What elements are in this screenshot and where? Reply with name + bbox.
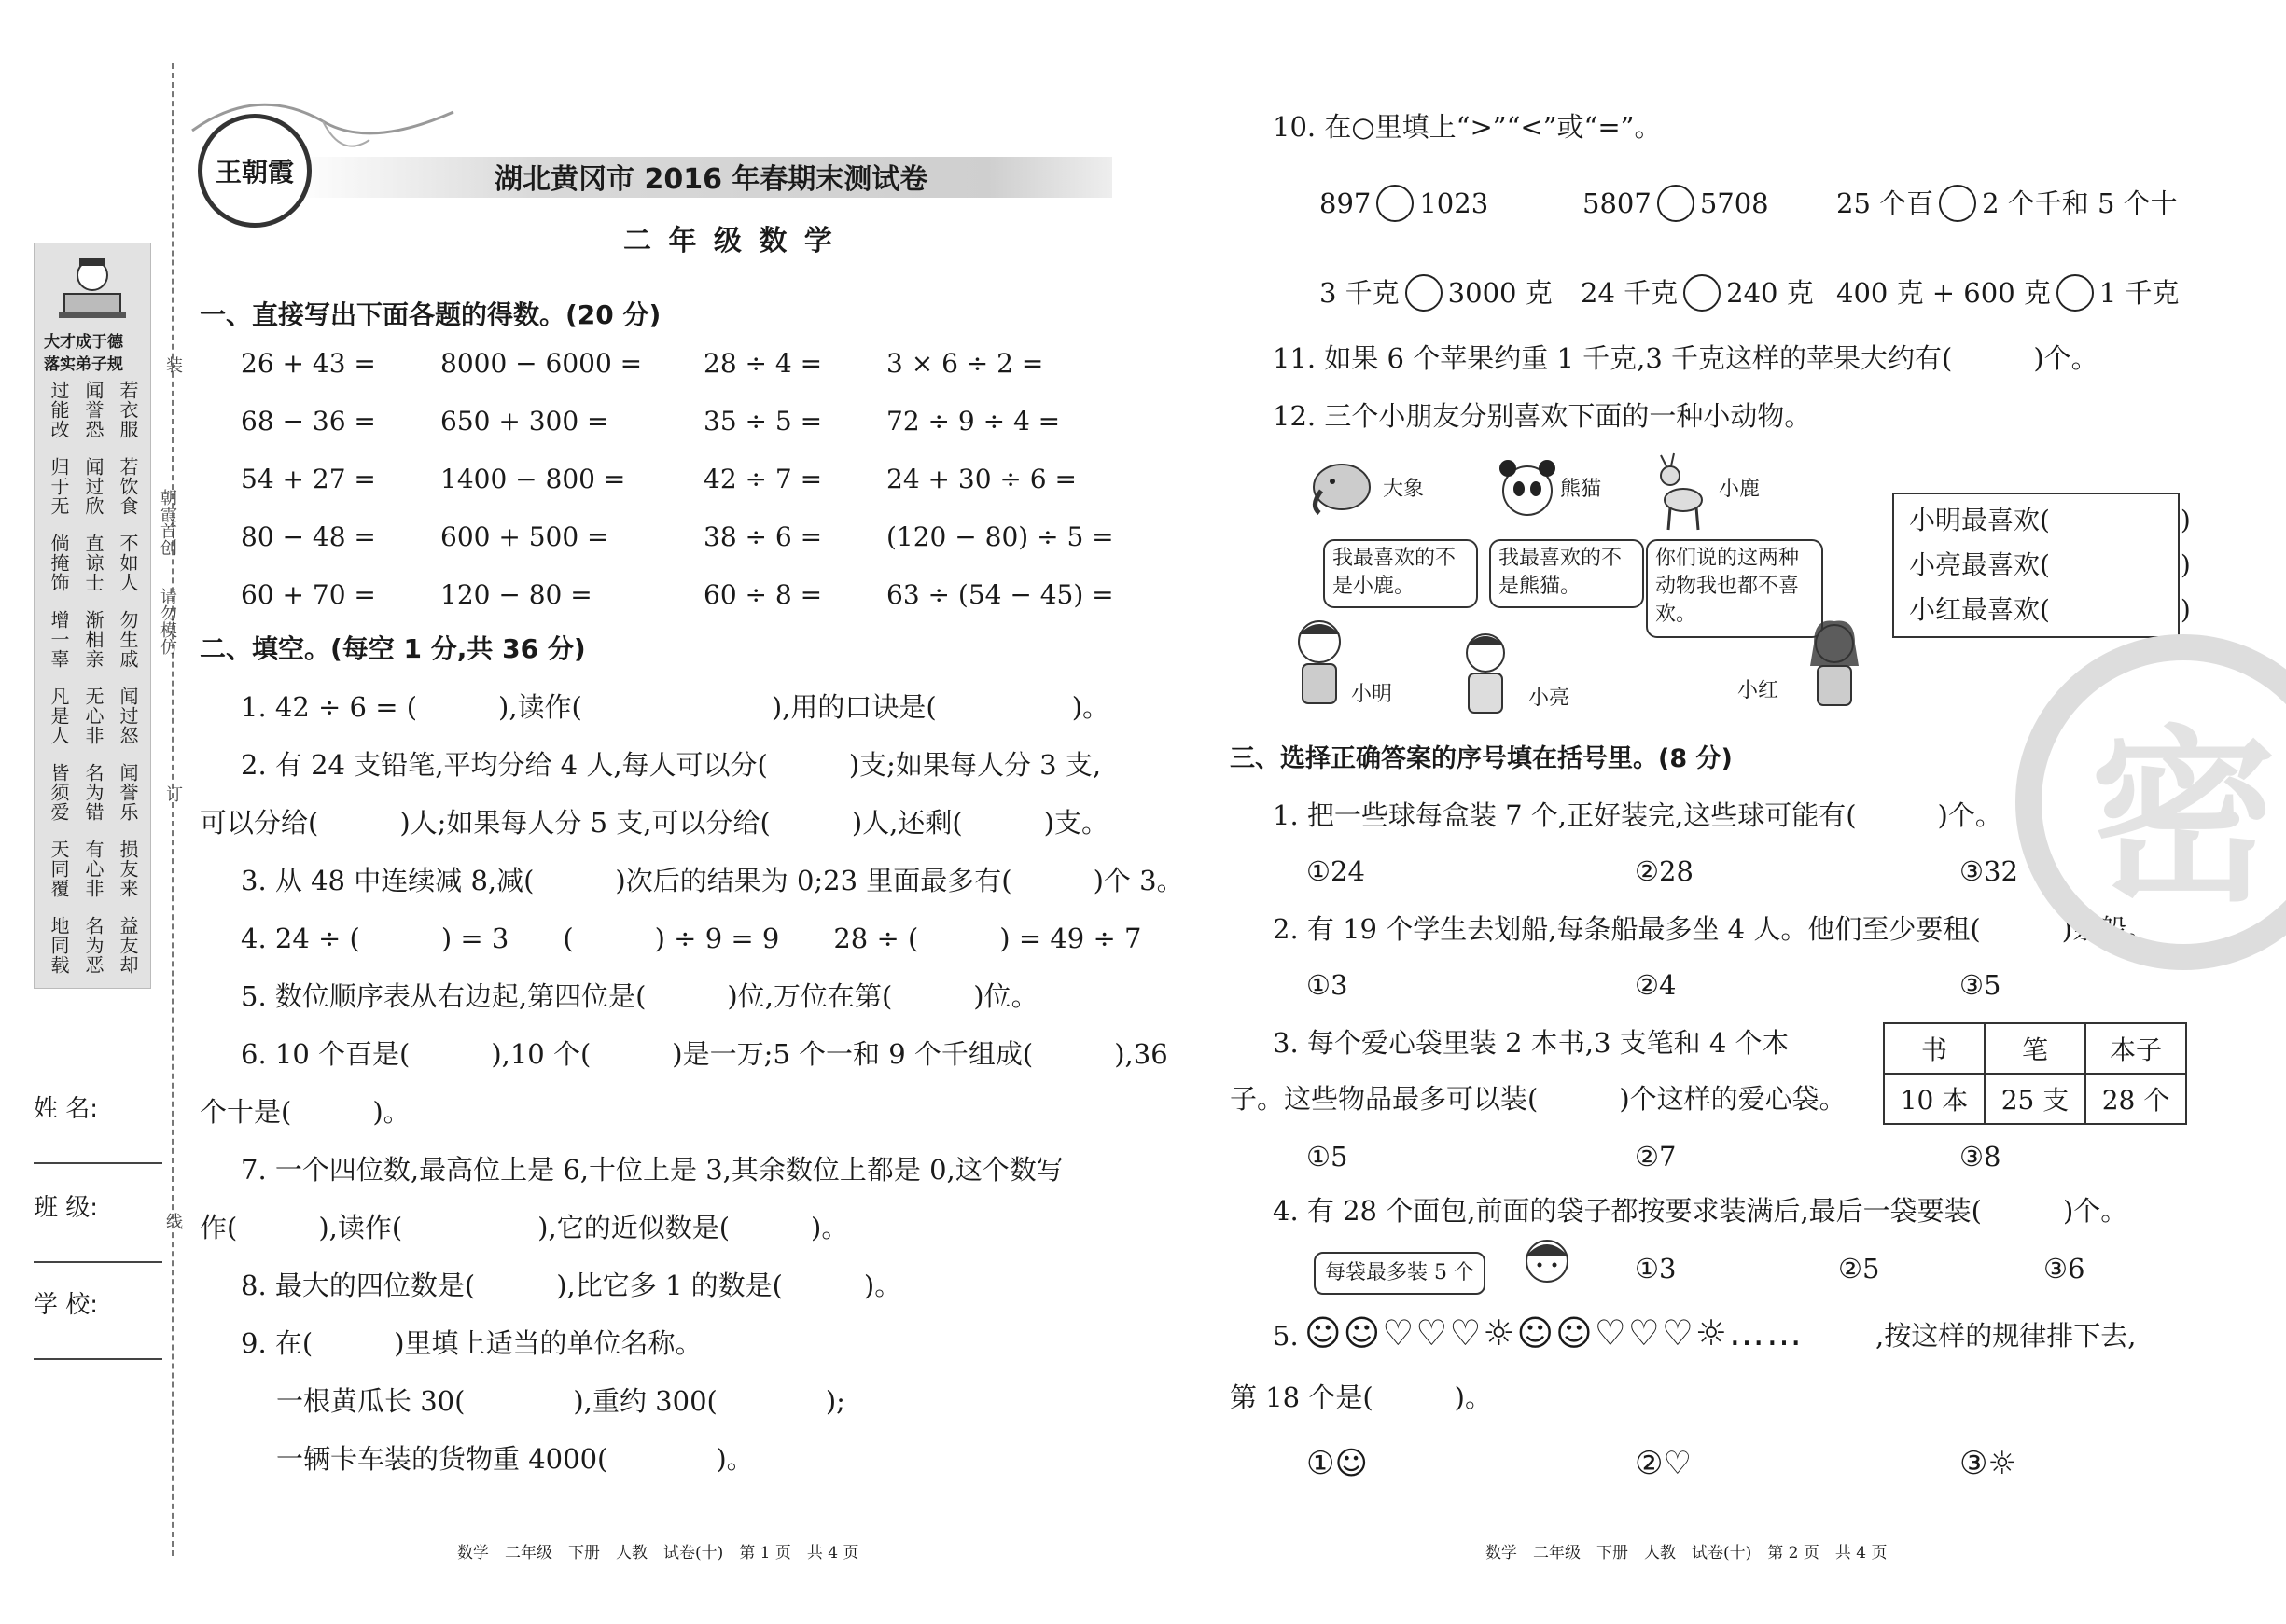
motto-2: 落实弟子规 — [44, 355, 123, 374]
arithmetic-item[interactable]: 3 × 6 ÷ 2 = — [886, 348, 1044, 379]
goods-value-notebook: 28 个 — [2085, 1074, 2186, 1124]
arithmetic-item[interactable]: 80 − 48 = — [241, 521, 376, 552]
s3-q5-pattern: ☺☺♡♡♡☼☺☺♡♡♡☼…… — [1304, 1312, 1804, 1353]
compare-right: 1 千克 — [2098, 277, 2180, 309]
poem-column: 若饮食 — [117, 456, 139, 516]
arithmetic-item[interactable]: 38 ÷ 6 = — [704, 521, 823, 552]
compare-right: 3000 克 — [1447, 277, 1553, 309]
compare-left: 24 千克 — [1581, 277, 1679, 309]
compare-right: 2 个千和 5 个十 — [1982, 187, 2178, 219]
cut-label-2: 朝霞首创 — [158, 489, 177, 556]
compare-circle-input[interactable] — [1939, 185, 1976, 222]
answer-xiaohong[interactable]: 小红最喜欢( ) — [1909, 594, 2191, 625]
goods-table-header — [1884, 1023, 2186, 1074]
goods-value-book: 10 本 — [1884, 1074, 1985, 1124]
s3-q4-opt-1[interactable]: ①3 — [1635, 1253, 1677, 1284]
s3-q3-line-1: 3. 每个爱心袋里装 2 本书,3 支笔和 4 个本 — [1273, 1027, 1790, 1059]
poem-column: 闻过怒 — [117, 686, 139, 745]
poem-group — [48, 452, 139, 520]
compare-item — [1581, 276, 1814, 313]
s3-q2-opt-3[interactable]: ③5 — [1959, 969, 2001, 1001]
answer-xiaoming[interactable]: 小明最喜欢( ) — [1909, 505, 2191, 535]
s3-q2: 2. 有 19 个学生去划船,每条船最多坐 4 人。他们至少要租( )条船。 — [1273, 913, 2154, 945]
fill-in-line: 一辆卡车装的货物重 4000( )。 — [276, 1443, 754, 1475]
q4-speech-bubble: 每袋最多装 5 个 — [1314, 1252, 1485, 1295]
poem-column: 过能改 — [48, 380, 70, 439]
s3-q3-opt-1[interactable]: ①5 — [1306, 1141, 1348, 1173]
panda-icon — [1497, 457, 1558, 519]
arithmetic-item[interactable]: 72 ÷ 9 ÷ 4 = — [886, 406, 1061, 437]
cut-label-4: 订 — [163, 785, 183, 802]
compare-left: 897 — [1319, 187, 1372, 219]
s3-q1: 1. 把一些球每盒装 7 个,正好装完,这些球可能有( )个。 — [1273, 799, 2002, 831]
arithmetic-item[interactable]: 54 + 27 = — [241, 464, 376, 494]
fill-in-line: 4. 24 ÷ ( ) = 3 ( ) ÷ 9 = 9 28 ÷ ( ) = 49 ÷ 7 — [241, 923, 1142, 954]
brand-logo — [198, 114, 312, 228]
s3-q1-opt-3[interactable]: ③32 — [1959, 855, 2018, 887]
brand-logo-text: 王朝霞 — [215, 157, 294, 187]
compare-item — [1319, 187, 1488, 224]
q12-label: 12. 三个小朋友分别喜欢下面的一种小动物。 — [1273, 400, 1812, 432]
poem-group — [48, 376, 139, 443]
fill-in-line: 9. 在( )里填上适当的单位名称。 — [241, 1327, 703, 1359]
compare-item — [1836, 276, 2180, 313]
section-2-heading: 二、填空。(每空 1 分,共 36 分) — [200, 633, 586, 664]
arithmetic-item[interactable]: 24 + 30 ÷ 6 = — [886, 464, 1077, 494]
fill-in-line: 7. 一个四位数,最高位上是 6,十位上是 3,其余数位上都是 0,这个数写 — [241, 1154, 1064, 1186]
s3-q3-line-2: 子。这些物品最多可以装( )个这样的爱心袋。 — [1230, 1083, 1847, 1115]
animal-panda-label: 熊猫 — [1560, 478, 1602, 501]
compare-left: 3 千克 — [1319, 277, 1400, 309]
poem-column: 名为错 — [82, 762, 105, 822]
poem-column: 有心非 — [82, 839, 105, 898]
arithmetic-item[interactable]: 68 − 36 = — [241, 406, 376, 437]
compare-right: 5708 — [1699, 187, 1769, 219]
fill-in-line: 可以分给( )人;如果每人分 5 支,可以分给( )人,还剩( )支。 — [200, 807, 1108, 839]
poem-column: 损友来 — [117, 839, 139, 898]
fill-in-line: 5. 数位顺序表从右边起,第四位是( )位,万位在第( )位。 — [241, 980, 1038, 1012]
cut-label-5: 线 — [163, 1213, 183, 1229]
arithmetic-item[interactable]: 60 ÷ 8 = — [704, 579, 823, 610]
poem-column: 皆须爱 — [48, 762, 70, 822]
boy-xiaoliang-icon — [1456, 627, 1521, 716]
s3-q2-opt-2[interactable]: ②4 — [1635, 969, 1677, 1001]
fill-in-line: 3. 从 48 中连续减 8,减( )次后的结果为 0;23 里面最多有( )个 3。 — [241, 865, 1184, 896]
goods-header-notebook: 本子 — [2085, 1023, 2186, 1074]
s3-q4: 4. 有 28 个面包,前面的袋子都按要求装满后,最后一袋要装( )个。 — [1273, 1195, 2128, 1227]
poem-column: 闻誉乐 — [117, 762, 139, 822]
poem-column: 增一辜 — [48, 609, 70, 669]
animal-deer-label: 小鹿 — [1719, 478, 1761, 501]
poem-column: 天同覆 — [48, 839, 70, 898]
compare-right: 240 克 — [1726, 277, 1814, 309]
arithmetic-item[interactable]: 42 ÷ 7 = — [704, 464, 823, 494]
poem-column: 名为恶 — [82, 915, 105, 975]
poem-group — [48, 529, 139, 596]
cut-line — [172, 63, 174, 1556]
compare-left: 400 克 + 600 克 — [1836, 277, 2051, 309]
boy-xiaoming-icon — [1286, 614, 1351, 707]
fill-in-line: 6. 10 个百是( ),10 个( )是一万;5 个一和 9 个千组成( ),36 — [241, 1038, 1168, 1070]
goods-header-pen: 笔 — [1985, 1023, 2085, 1074]
s3-q5-opt-3[interactable]: ③☼ — [1959, 1445, 2016, 1482]
poem-column: 勿生戚 — [117, 609, 139, 669]
compare-item — [1319, 276, 1553, 313]
fill-in-line: 一根黄瓜长 30( ),重约 300( ); — [276, 1385, 845, 1417]
answer-box — [1892, 493, 2191, 638]
speech-bubble-xiaohong: 你们说的这两种动物我也都不喜欢。 — [1646, 539, 1823, 638]
s3-q2-opt-1[interactable]: ①3 — [1306, 969, 1348, 1001]
scholar-illustration-icon — [55, 251, 130, 327]
poem-column: 闻过欣 — [82, 456, 105, 516]
fill-in-line: 8. 最大的四位数是( ),比它多 1 的数是( )。 — [241, 1270, 902, 1301]
compare-right: 1023 — [1419, 187, 1489, 219]
watermark-text: 密 — [2089, 707, 2277, 927]
poem-column: 闻誉恐 — [82, 380, 105, 439]
arithmetic-item[interactable]: 35 ÷ 5 = — [704, 406, 823, 437]
motto-1: 大才成于德 — [44, 333, 123, 352]
s3-q1-opt-1[interactable]: ①24 — [1306, 855, 1365, 887]
arithmetic-item[interactable]: 650 + 300 = — [440, 406, 609, 437]
arithmetic-item[interactable]: 28 ÷ 4 = — [704, 348, 823, 379]
boy-head-icon — [1519, 1229, 1575, 1298]
name-field[interactable] — [34, 1162, 162, 1164]
poem-column: 渐相亲 — [82, 609, 105, 669]
compare-circle-input[interactable] — [1405, 274, 1443, 312]
section-3-heading: 三、选择正确答案的序号填在括号里。(8 分) — [1230, 744, 1733, 773]
compare-item — [1582, 187, 1769, 224]
page-title: 湖北黄冈市 2016 年春期末测试卷 — [495, 163, 928, 196]
name-label: 姓 名: — [34, 1095, 99, 1123]
q10-label: 10. 在○里填上“>”“<”或“=”。 — [1273, 111, 1662, 143]
s3-q4-opt-2[interactable]: ②5 — [1838, 1253, 1880, 1284]
s3-q5-opt-1[interactable]: ①☺ — [1306, 1445, 1368, 1482]
arithmetic-item[interactable]: 26 + 43 = — [241, 348, 376, 379]
q11-text: 11. 如果 6 个苹果约重 1 千克,3 千克这样的苹果大约有( )个。 — [1273, 342, 2098, 374]
compare-circle-input[interactable] — [2056, 274, 2094, 312]
kid-xiaoliang-label: 小亮 — [1528, 687, 1570, 710]
fill-in-line: 1. 42 ÷ 6 = ( ),读作( ),用的口诀是( )。 — [241, 691, 1110, 723]
poem-column: 若衣服 — [117, 380, 139, 439]
poem-group — [48, 682, 139, 749]
cut-label-1: 装 — [163, 356, 183, 373]
fill-in-line: 2. 有 24 支铅笔,平均分给 4 人,每人可以分( )支;如果每人分 3 支, — [241, 749, 1102, 781]
s3-q3-opt-2[interactable]: ②7 — [1635, 1141, 1677, 1173]
poem-column: 地同载 — [48, 915, 70, 975]
arithmetic-item[interactable]: 63 ÷ (54 − 45) = — [886, 579, 1114, 610]
goods-table-row — [1884, 1074, 2186, 1124]
poem-group — [48, 605, 139, 673]
poem-column: 不如人 — [117, 533, 139, 592]
s3-q1-opt-2[interactable]: ②28 — [1635, 855, 1694, 887]
elephant-icon — [1301, 453, 1375, 519]
poem-column: 直谅士 — [82, 533, 105, 592]
poem-group — [48, 758, 139, 826]
school-label: 学 校: — [34, 1291, 99, 1319]
arithmetic-item[interactable]: 600 + 500 = — [440, 521, 609, 552]
speech-bubble-xiaoliang: 我最喜欢的不是熊猫。 — [1489, 539, 1644, 608]
compare-circle-input[interactable] — [1657, 185, 1694, 222]
footer-right: 数学 二年级 下册 人教 试卷(十) 第 2 页 共 4 页 — [1485, 1544, 1888, 1562]
kid-xiaoming-label: 小明 — [1351, 683, 1393, 706]
arithmetic-item[interactable]: 8000 − 6000 = — [440, 348, 643, 379]
arithmetic-item[interactable]: (120 − 80) ÷ 5 = — [886, 521, 1114, 552]
cut-label-3: 请勿模仿 — [158, 588, 177, 655]
arithmetic-item[interactable]: 120 − 80 = — [440, 579, 592, 610]
compare-left: 5807 — [1582, 187, 1652, 219]
goods-header-book: 书 — [1884, 1023, 1985, 1074]
arithmetic-item[interactable]: 1400 − 800 = — [440, 464, 626, 494]
compare-circle-input[interactable] — [1376, 185, 1414, 222]
goods-value-pen: 25 支 — [1985, 1074, 2085, 1124]
compare-circle-input[interactable] — [1683, 274, 1721, 312]
s3-q3-opt-3[interactable]: ③8 — [1959, 1141, 2001, 1173]
answer-xiaoliang[interactable]: 小亮最喜欢( ) — [1909, 549, 2191, 580]
fill-in-line: 个十是( )。 — [200, 1096, 411, 1128]
arithmetic-item[interactable]: 60 + 70 = — [241, 579, 376, 610]
poem-group — [48, 911, 139, 979]
kid-xiaohong-label: 小红 — [1737, 679, 1779, 702]
girl-xiaohong-icon — [1801, 616, 1868, 709]
poem-group — [48, 835, 139, 902]
poem-column: 益友却 — [117, 915, 139, 975]
s3-q5-opt-2[interactable]: ②♡ — [1635, 1445, 1692, 1482]
poem-column: 无心非 — [82, 686, 105, 745]
school-field[interactable] — [34, 1358, 162, 1360]
s3-q5-rule: ,按这样的规律排下去, — [1875, 1320, 2137, 1352]
s3-q4-opt-3[interactable]: ③6 — [2043, 1253, 2085, 1284]
poem-block — [48, 376, 139, 988]
footer-left: 数学 二年级 下册 人教 试卷(十) 第 1 页 共 4 页 — [457, 1544, 859, 1562]
sidebar-panel — [34, 243, 151, 989]
animal-elephant-label: 大象 — [1383, 478, 1425, 501]
section-1-heading: 一、直接写出下面各题的得数。(20 分) — [200, 299, 662, 330]
compare-left: 25 个百 — [1836, 187, 1934, 219]
poem-column: 倘掩饰 — [48, 533, 70, 592]
poem-column: 凡是人 — [48, 686, 70, 745]
speech-bubble-xiaoming: 我最喜欢的不是小鹿。 — [1323, 539, 1478, 608]
s3-q5-line-2: 第 18 个是( )。 — [1230, 1381, 1492, 1413]
s3-q5-number: 5. — [1273, 1320, 1299, 1352]
page-subtitle: 二 年 级 数 学 — [623, 225, 836, 257]
goods-table — [1883, 1022, 2187, 1125]
class-field[interactable] — [34, 1261, 162, 1263]
fill-in-line: 作( ),读作( ),它的近似数是( )。 — [200, 1212, 849, 1243]
compare-item — [1836, 187, 2178, 224]
deer-icon — [1652, 451, 1708, 532]
poem-column: 归于无 — [48, 456, 70, 516]
class-label: 班 级: — [34, 1194, 99, 1222]
